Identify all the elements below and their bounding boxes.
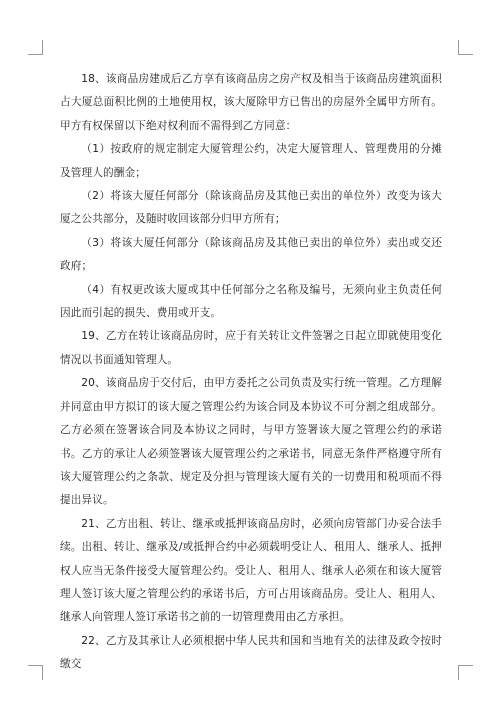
clause-18-item-4: （4）有权更改该大厦或其中任何部分之名称及编号，无须向业主负责任何因此而引起的损失、费用或开支。 <box>60 283 442 320</box>
clause-21: 21、乙方出租、转让、继承或抵押该商品房时，必须向房管部门办妥合法手续。出租、转让、继承及/或抵押合约中必须载明受让人、租用人、继承人、抵押权人应当无条件接受大厦管理公约。受让人、租用人、继承人必须在和该大厦管理人签订该大厦之管理公约的承诺书后，方可占用该商品房。受让人、租用人、继承人向管理人签订承诺书之前的一切管理费用由乙方承担。 <box>60 517 442 624</box>
clause-20: 20、该商品房于交付后，由甲方委托之公司负责及实行统一管理。乙方理解并同意由甲方拟订的该大厦之管理公约为该合同及本协议不可分割之组成部分。乙方必须在签署该合同及本协议之同时，与甲方签署该大厦之管理公约的承诺书。乙方的承让人必须签署该大厦管理公约之承诺书，同意无条件严格遵守所有该大厦管理公约之条款、规定及分担与管理该大厦有关的一切费用和税项而不得提出异议。 <box>60 377 442 507</box>
clause-22: 22、乙方及其承让人必须根据中华人民共和国和当地有关的法律及政令按时缴交 <box>60 634 442 671</box>
document-body <box>60 68 442 677</box>
clause-18-item-1: （1）按政府的规定制定大厦管理公约，决定大厦管理人、管理费用的分摊及管理人的酬金； <box>60 143 442 179</box>
crop-mark-bottom-left <box>28 665 43 680</box>
clause-19: 19、乙方在转让该商品房时，应于有关转让文件签署之日起立即就使用变化情况以书面通知管理人。 <box>60 330 442 366</box>
crop-mark-top-right <box>458 40 473 55</box>
crop-mark-top-left <box>28 40 43 55</box>
clause-18: 18、该商品房建成后乙方享有该商品房之房产权及相当于该商品房建筑面积占大厦总面积比例的土地使用权，该大厦除甲方已售出的房屋外全属甲方所有。甲方有权保留以下绝对权利而不需得到乙方同意： <box>60 73 442 132</box>
crop-mark-bottom-right <box>458 665 473 680</box>
clause-18-item-2: （2）将该大厦任何部分（除该商品房及其他已卖出的单位外）改变为该大厦之公共部分，及随时收回该部分归甲方所有； <box>60 190 442 226</box>
clause-18-item-3: （3）将该大厦任何部分（除该商品房及其他已卖出的单位外）卖出或交还政府； <box>60 236 442 273</box>
